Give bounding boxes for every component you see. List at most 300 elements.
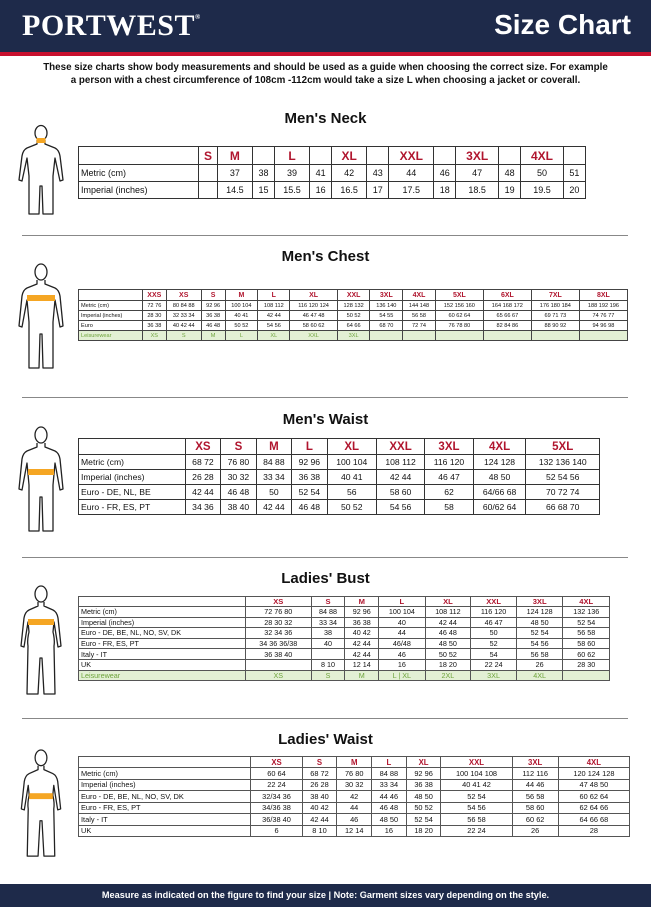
size-header-cell [252, 147, 274, 165]
table-cell: 18.5 [456, 182, 499, 199]
size-header-cell: XS [166, 290, 201, 301]
size-header-cell: M [217, 147, 252, 165]
table-cell: 3XL [337, 331, 370, 341]
table-cell: 18 20 [425, 659, 471, 670]
table-cell: XS [142, 331, 166, 341]
section-title-ladies-waist: Ladies' Waist [278, 731, 373, 748]
female-figure-bust-icon [16, 584, 66, 700]
table-cell: 40 42 [302, 802, 337, 814]
table-cell: 76 80 [337, 768, 372, 780]
table-cell: 108 112 [258, 301, 290, 311]
table-cell: 68 72 [185, 455, 220, 470]
table-cell: 48 50 [406, 791, 441, 803]
table-cell: 69 71 73 [531, 311, 579, 321]
male-figure-chest-icon [16, 262, 66, 374]
table-cell: 100 104 [379, 607, 426, 618]
row-label: Imperial (inches) [79, 182, 199, 199]
size-header-cell: XXS [142, 290, 166, 301]
row-label: Euro - FR, ES, PT [79, 500, 186, 515]
table-cell: 64/66 68 [473, 485, 526, 500]
table-cell: 60 62 64 [558, 791, 629, 803]
table-cell: L | XL [379, 670, 426, 681]
table-row [79, 290, 628, 301]
table-cell: 84 88 [311, 607, 345, 618]
row-label: Metric (cm) [79, 165, 199, 182]
table-row [79, 165, 586, 182]
size-header-cell: L [292, 439, 327, 455]
table-cell [311, 649, 345, 660]
table-cell: 8 10 [311, 659, 345, 670]
table-cell [403, 331, 436, 341]
table-cell: 66 68 70 [526, 500, 600, 515]
size-header-cell [498, 147, 520, 165]
table-cell: 108 112 [425, 607, 471, 618]
row-label: Euro - DE, BE, NL, NO, SV, DK [79, 628, 246, 639]
row-label: Metric (cm) [79, 607, 246, 618]
table-cell: 46 48 [292, 500, 327, 515]
size-header-cell: L [372, 757, 407, 768]
table-cell: 48 50 [516, 617, 563, 628]
table-cell: 42 44 [345, 649, 379, 660]
table-cell: 40 41 42 [441, 779, 512, 791]
page-title: Size Chart [494, 9, 631, 40]
table-cell [199, 182, 218, 199]
table-cell: 54 [471, 649, 517, 660]
table-cell: 42 [332, 165, 367, 182]
table-cell: 42 44 [256, 500, 291, 515]
table-cell: 8 10 [302, 825, 337, 837]
table-row [79, 439, 600, 455]
table-row [79, 617, 610, 628]
size-header-cell: XXL [389, 147, 434, 165]
table-row [79, 470, 600, 485]
table-cell: 42 44 [302, 814, 337, 826]
table-cell: 44 [337, 802, 372, 814]
mens-chest-table [78, 289, 628, 341]
table-row [79, 768, 630, 780]
table-row [79, 331, 628, 341]
size-header-cell: 5XL [435, 290, 483, 301]
table-cell: 42 44 [376, 470, 424, 485]
size-header-cell: L [258, 290, 290, 301]
table-cell: 47 [456, 165, 499, 182]
table-cell: 17 [367, 182, 389, 199]
table-cell: 116 120 124 [290, 301, 337, 311]
table-cell: M [345, 670, 379, 681]
divider [22, 718, 628, 719]
table-cell: 36/38 40 [251, 814, 302, 826]
table-cell: 108 112 [376, 455, 424, 470]
table-cell: 40 41 [225, 311, 258, 321]
table-cell: 52 54 [292, 485, 327, 500]
table-cell: 14.5 [217, 182, 252, 199]
table-cell: 15 [252, 182, 274, 199]
header-banner [0, 0, 651, 52]
size-header-cell: S [302, 757, 337, 768]
row-label: Leisurewear [79, 670, 246, 681]
table-cell: 68 70 [370, 321, 403, 331]
table-cell: 3XL [471, 670, 517, 681]
table-row [79, 182, 586, 199]
table-cell: 188 192 196 [579, 301, 627, 311]
size-header-cell: 3XL [425, 439, 473, 455]
table-row [79, 638, 610, 649]
table-cell: 46 47 [425, 470, 473, 485]
table-cell: 52 54 [516, 628, 563, 639]
size-header-cell: XL [327, 439, 376, 455]
table-cell: 16 [379, 659, 426, 670]
table-cell: 92 96 [406, 768, 441, 780]
table-cell: 48 [498, 165, 520, 182]
row-label: Euro - DE, BE, NL, NO, SV, DK [79, 791, 251, 803]
size-header-cell: XS [185, 439, 220, 455]
table-cell: 132 136 [563, 607, 610, 618]
table-cell: 62 64 66 [558, 802, 629, 814]
footer-note: Measure as indicated on the figure to find your size | Note: Garment sizes vary depending on the style. [0, 884, 651, 907]
table-cell: 17.5 [389, 182, 434, 199]
table-cell: 76 80 [221, 455, 256, 470]
table-cell: 80 84 88 [166, 301, 201, 311]
table-cell: 58 60 [376, 485, 424, 500]
size-header-cell: M [345, 597, 379, 607]
table-cell: 56 58 [563, 628, 610, 639]
row-label [79, 439, 186, 455]
table-cell: 42 44 [185, 485, 220, 500]
table-row [79, 311, 628, 321]
table-cell: 132 136 140 [526, 455, 600, 470]
table-cell: 72 74 [403, 321, 436, 331]
table-cell: 40 [311, 638, 345, 649]
table-cell: 42 44 [345, 638, 379, 649]
table-cell: 116 120 [471, 607, 517, 618]
row-label: Euro - FR, ES, PT [79, 802, 251, 814]
table-cell: 36 38 [201, 311, 225, 321]
table-row [79, 597, 610, 607]
divider [22, 557, 628, 558]
table-cell: 33 34 [256, 470, 291, 485]
row-label: Metric (cm) [79, 768, 251, 780]
table-cell: 60 64 [251, 768, 302, 780]
table-cell: 52 54 [406, 814, 441, 826]
table-cell: 38 40 [221, 500, 256, 515]
intro-line-1: These size charts show body measurements and should be used as a guide when choosing the correct size. For example [43, 62, 608, 73]
row-label [79, 290, 143, 301]
table-row [79, 825, 630, 837]
table-cell: 58 [425, 500, 473, 515]
table-cell: 48 50 [473, 470, 526, 485]
table-cell: 15.5 [275, 182, 310, 199]
table-cell [531, 331, 579, 341]
table-cell: 30 32 [337, 779, 372, 791]
size-header-cell: 7XL [531, 290, 579, 301]
row-label: Imperial (inches) [79, 470, 186, 485]
table-cell: 52 [471, 638, 517, 649]
size-header-cell: M [225, 290, 258, 301]
table-cell: 32 34 36 [245, 628, 311, 639]
table-cell: 20 [563, 182, 585, 199]
size-header-cell: 3XL [512, 757, 558, 768]
table-cell [245, 659, 311, 670]
table-cell: 16 [310, 182, 332, 199]
table-cell: 50 52 [225, 321, 258, 331]
table-cell [563, 670, 610, 681]
table-cell: 32 33 34 [166, 311, 201, 321]
table-cell: 46 [337, 814, 372, 826]
table-cell: 19 [498, 182, 520, 199]
table-cell: 50 52 [406, 802, 441, 814]
size-header-cell: 3XL [370, 290, 403, 301]
table-cell: S [311, 670, 345, 681]
size-header-cell: XL [406, 757, 441, 768]
table-cell: 84 88 [256, 455, 291, 470]
table-cell: 124 128 [473, 455, 526, 470]
size-header-cell [434, 147, 456, 165]
table-cell: 92 96 [292, 455, 327, 470]
table-row [79, 628, 610, 639]
table-cell: 46 48 [221, 485, 256, 500]
row-label [79, 597, 246, 607]
table-cell: 88 90 92 [531, 321, 579, 331]
size-header-cell: XL [425, 597, 471, 607]
table-cell: 46 48 [425, 628, 471, 639]
table-cell: 72 76 [142, 301, 166, 311]
table-row [79, 814, 630, 826]
table-cell: 34 36 [185, 500, 220, 515]
table-cell: 34 36 36/38 [245, 638, 311, 649]
size-header-cell: L [379, 597, 426, 607]
size-header-cell: S [221, 439, 256, 455]
row-label: Italy - IT [79, 649, 246, 660]
row-label: Leisurewear [79, 331, 143, 341]
table-cell: 36 38 [345, 617, 379, 628]
table-cell: 18 20 [406, 825, 441, 837]
table-cell: 42 44 [425, 617, 471, 628]
table-cell: 68 72 [302, 768, 337, 780]
table-cell: 46 [434, 165, 456, 182]
brand-name: PORTWEST [22, 9, 195, 42]
table-cell: 60 62 [563, 649, 610, 660]
size-header-cell: L [275, 147, 310, 165]
table-row [79, 301, 628, 311]
table-cell: 36 38 [142, 321, 166, 331]
size-header-cell: 3XL [456, 147, 499, 165]
ladies-waist-table [78, 756, 630, 837]
table-cell: 100 104 [225, 301, 258, 311]
table-cell: 116 120 [425, 455, 473, 470]
size-header-cell: S [311, 597, 345, 607]
size-header-cell [367, 147, 389, 165]
table-cell: 76 78 80 [435, 321, 483, 331]
row-label: Euro - DE, NL, BE [79, 485, 186, 500]
table-cell: 46 48 [201, 321, 225, 331]
table-cell: 4XL [516, 670, 563, 681]
table-cell [579, 331, 627, 341]
table-cell: 22 24 [251, 779, 302, 791]
size-header-cell: 4XL [403, 290, 436, 301]
table-cell: 92 96 [345, 607, 379, 618]
row-label: Euro - FR, ES, PT [79, 638, 246, 649]
table-cell: 34/36 38 [251, 802, 302, 814]
table-cell: 28 [558, 825, 629, 837]
table-cell: 38 [252, 165, 274, 182]
table-cell: 22 24 [441, 825, 512, 837]
row-label: Imperial (inches) [79, 779, 251, 791]
size-header-cell: XXL [471, 597, 517, 607]
row-label: Euro [79, 321, 143, 331]
mens-neck-table [78, 146, 586, 199]
table-cell: 28 30 32 [245, 617, 311, 628]
table-cell: 56 58 [516, 649, 563, 660]
table-cell: 12 14 [345, 659, 379, 670]
table-cell: 44 46 [372, 791, 407, 803]
size-header-cell: S [199, 147, 218, 165]
size-header-cell: 8XL [579, 290, 627, 301]
table-cell: 16 [372, 825, 407, 837]
size-header-cell: M [337, 757, 372, 768]
table-cell: 46 47 [471, 617, 517, 628]
table-cell: 46 [379, 649, 426, 660]
table-cell: 60 62 [512, 814, 558, 826]
table-cell: 84 88 [372, 768, 407, 780]
brand-logo [22, 9, 201, 43]
table-cell: 40 42 [345, 628, 379, 639]
table-cell: 92 96 [201, 301, 225, 311]
table-row [79, 455, 600, 470]
table-cell: 46/48 [379, 638, 426, 649]
table-cell: 50 52 [337, 311, 370, 321]
section-title-mens-waist: Men's Waist [282, 411, 369, 428]
row-label: Italy - IT [79, 814, 251, 826]
table-cell: 43 [367, 165, 389, 182]
size-header-cell [310, 147, 332, 165]
table-cell: 36 38 40 [245, 649, 311, 660]
table-cell: 58 60 [563, 638, 610, 649]
table-row [79, 649, 610, 660]
section-title-ladies-bust: Ladies' Bust [281, 570, 370, 587]
table-cell: 64 66 68 [558, 814, 629, 826]
table-cell: 38 [311, 628, 345, 639]
table-cell: 46 48 [372, 802, 407, 814]
table-cell: 36 38 [406, 779, 441, 791]
size-header-cell: S [201, 290, 225, 301]
table-cell: 128 132 [337, 301, 370, 311]
table-cell: 18 [434, 182, 456, 199]
table-cell: 65 66 67 [483, 311, 531, 321]
table-row [79, 485, 600, 500]
table-cell: 58 60 [512, 802, 558, 814]
table-cell: 70 72 74 [526, 485, 600, 500]
table-row [79, 659, 610, 670]
size-header-cell: M [256, 439, 291, 455]
table-cell: 40 42 44 [166, 321, 201, 331]
table-row [79, 147, 586, 165]
table-cell: 64 66 [337, 321, 370, 331]
table-cell: 12 14 [337, 825, 372, 837]
table-row [79, 607, 610, 618]
intro-text [0, 62, 651, 87]
table-row [79, 757, 630, 768]
table-cell: 50 [521, 165, 564, 182]
table-cell: 56 58 [441, 814, 512, 826]
table-cell: XS [245, 670, 311, 681]
table-cell: 56 [327, 485, 376, 500]
table-cell: XXL [290, 331, 337, 341]
size-header-cell: XL [290, 290, 337, 301]
table-cell: 30 32 [221, 470, 256, 485]
table-cell: 56 58 [512, 791, 558, 803]
table-cell: 54 55 [370, 311, 403, 321]
size-header-cell: XL [332, 147, 367, 165]
table-cell [370, 331, 403, 341]
size-header-cell: XS [245, 597, 311, 607]
table-row [79, 802, 630, 814]
table-cell [199, 165, 218, 182]
size-header-cell: 4XL [473, 439, 526, 455]
table-cell: 40 41 [327, 470, 376, 485]
size-header-cell: 4XL [558, 757, 629, 768]
size-header-cell: 5XL [526, 439, 600, 455]
table-cell: 36 38 [292, 470, 327, 485]
table-row [79, 779, 630, 791]
size-header-cell: XXL [376, 439, 424, 455]
table-cell: 94 96 98 [579, 321, 627, 331]
table-cell [435, 331, 483, 341]
ladies-bust-table [78, 596, 610, 681]
table-cell: 54 56 [441, 802, 512, 814]
table-row [79, 500, 600, 515]
section-title-mens-chest: Men's Chest [281, 248, 370, 265]
table-cell: 2XL [425, 670, 471, 681]
size-header-cell: 6XL [483, 290, 531, 301]
table-cell: 164 168 172 [483, 301, 531, 311]
table-cell: 124 128 [516, 607, 563, 618]
table-cell: 46 47 48 [290, 311, 337, 321]
section-title-mens-neck: Men's Neck [284, 110, 367, 127]
size-header-cell: 4XL [563, 597, 610, 607]
table-cell: 38 40 [302, 791, 337, 803]
table-cell: L [225, 331, 258, 341]
female-figure-waist-icon [16, 748, 66, 862]
intro-line-2: a person with a chest circumference of 108cm -112cm would take a size L when choosing a jacket or coverall. [70, 74, 581, 86]
table-cell: 50 [256, 485, 291, 500]
table-cell: 54 56 [376, 500, 424, 515]
table-cell: 144 148 [403, 301, 436, 311]
male-figure-waist-icon [16, 425, 66, 537]
table-cell: 52 54 [441, 791, 512, 803]
table-cell: 39 [275, 165, 310, 182]
table-cell: 40 [379, 617, 426, 628]
table-cell: 58 60 62 [290, 321, 337, 331]
size-header-cell: XXL [337, 290, 370, 301]
table-cell: 47 48 50 [558, 779, 629, 791]
table-cell: 60/62 64 [473, 500, 526, 515]
table-cell: 33 34 [372, 779, 407, 791]
size-header-cell: XXL [441, 757, 512, 768]
table-cell: 33 34 [311, 617, 345, 628]
divider [22, 397, 628, 398]
row-label: Imperial (inches) [79, 311, 143, 321]
table-cell: 37 [217, 165, 252, 182]
table-cell: 26 [516, 659, 563, 670]
table-cell: 136 140 [370, 301, 403, 311]
table-cell: 72 76 80 [245, 607, 311, 618]
table-cell: 74 76 77 [579, 311, 627, 321]
table-cell: 16.5 [332, 182, 367, 199]
row-label: UK [79, 825, 251, 837]
table-cell: 26 28 [185, 470, 220, 485]
row-label: UK [79, 659, 246, 670]
row-label [79, 147, 199, 165]
